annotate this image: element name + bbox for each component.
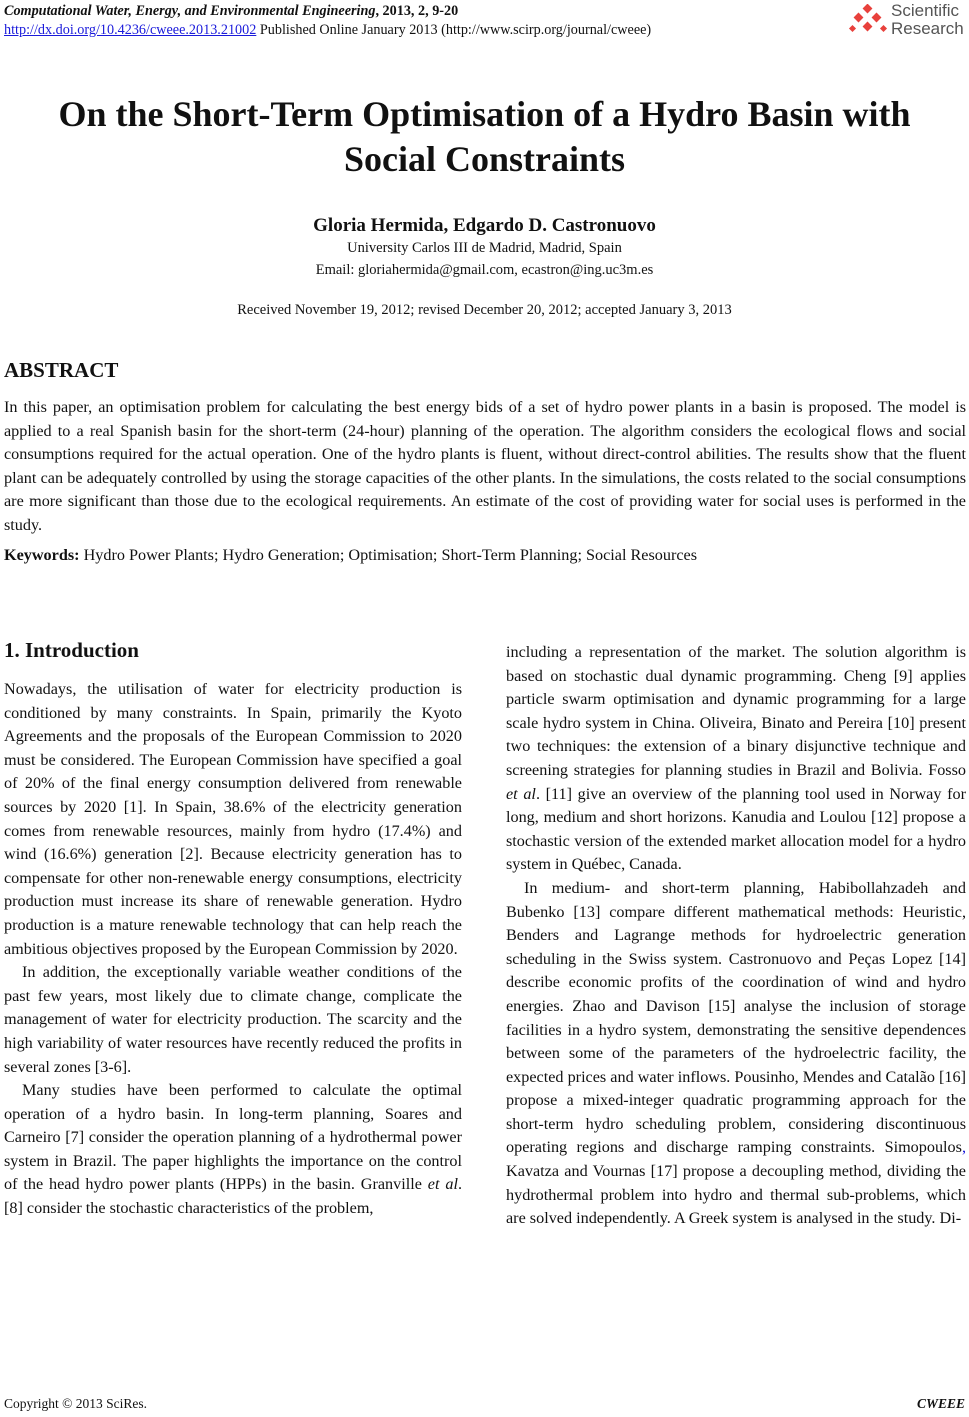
- keywords: [4, 544, 966, 567]
- copyright: Copyright © 2013 SciRes.: [4, 1396, 148, 1411]
- abstract-heading: ABSTRACT: [4, 358, 119, 382]
- paragraph-text: Many studies have been performed to calculate the optimal operation of a hydro basin. In long-term planning, Soares and Carneiro [7] consider the operation planning of a hydrothermal power system in Brazil. The paper highlights the importance on the control of the head hydro power plants (HPPs) in the basin. Granville: [4, 1081, 462, 1194]
- paragraph: [4, 1079, 462, 1221]
- paragraph: In addition, the exceptionally variable weather conditions of the past few years, most likely due to climate change, complicate the management of water for electricity production. The scarcity and the high variability of water resources have recently reduced the profits in several zones [3-6].: [4, 963, 462, 1076]
- journal-name: Computational Water, Energy, and Environmental Engineering: [4, 3, 376, 19]
- paragraph: [506, 877, 966, 1231]
- journal-header: [4, 2, 834, 40]
- journal-citation: [4, 2, 834, 21]
- left-column: [4, 678, 462, 1221]
- authors: Gloria Hermida, Edgardo D. Castronuovo: [313, 215, 656, 236]
- paragraph-text: Kavatza and Vournas [17] propose a decoupling method, dividing the hydrothermal problem into hydro and thermal sub-problems, which are solved independently. A Greek system is analysed in the study. Di-: [506, 1162, 966, 1228]
- paragraph-text: . [8] consider the stochastic characteristics of the problem,: [4, 1175, 462, 1218]
- abstract-text: In this paper, an optimisation problem for calculating the best energy bids of a set of hydro power plants in a basin is proposed. The model is applied to a real Spanish basin for the short-term (24-hour) planning of the operation. The algorithm considers the ecological flows and social consumptions required for the actual operation. One of the hydro plants is fluent, without direct-control abilities. The results show that the fluent plant can be adequately controlled by using the storage capacities of the other plants. In the simulations, the costs related to the social consumptions are more significant than those due to the ecological requirements. An estimate of the cost of providing water for social uses is performed in the study.: [4, 398, 966, 534]
- logo-line-1: Scientific: [891, 1, 960, 20]
- comma-highlight: ,: [961, 1138, 966, 1157]
- keywords-label: Keywords:: [4, 546, 80, 564]
- received-dates: Received November 19, 2012; revised December 20, 2012; accepted January 3, 2013: [237, 302, 732, 318]
- logo-text: [891, 2, 964, 38]
- paragraph-text: . [11] give an overview of the planning tool used in Norway for long, medium and short horizons. Kanudia and Loulou [12] propose a stochastic version of the extended market allocation model for a hydro system in Québec, Canada.: [506, 784, 966, 874]
- title-line-2: Social Constraints: [343, 139, 626, 179]
- et-al: et al: [506, 784, 536, 803]
- et-al: et al: [427, 1175, 458, 1194]
- section-heading-introduction: 1. Introduction: [4, 638, 139, 662]
- publisher-logo-icon: [848, 4, 888, 38]
- doi-link[interactable]: http://dx.doi.org/10.4236/cweee.2013.21002: [4, 22, 257, 38]
- paragraph: [506, 641, 966, 877]
- doi-line: [4, 21, 834, 40]
- affiliation: University Carlos III de Madrid, Madrid, Spain: [347, 240, 622, 256]
- published-online-text: Published Online January 2013 (http://www.scirp.org/journal/cweee): [256, 22, 652, 38]
- paragraph: Nowadays, the utilisation of water for electricity production is conditioned by many constraints. In Spain, primarily the Kyoto Agreements and the proposals of the European Commission to 2020 must be considered. The European Commission have specified a goal of 20% of the final energy consumption delivered from renewable sources by 2020 [1]. In Spain, 38.6% of the electricity generation comes from renewable resources, mainly from hydro (17.4%) and wind (16.6%) generation [2]. Because electricity generation has to compensate for other non-renewable energy consumptions, electricity production must increase its share of renewable generation. Hydro production is a mature renewable technology that can help reach the ambitious objectives proposed by the European Commission by 2020.: [4, 680, 462, 958]
- paragraph-text: including a representation of the market. The solution algorithm is based on stochastic dual dynamic programming. Cheng [9] applies particle swarm optimisation and dynamic programming for a large scale hydro system in China. Oliveira, Binato and Pereira [10] present two techniques: the extension of a binary disjunctive technique and screening strategies for planning studies in Brazil and Bolivia. Fosso: [506, 643, 966, 779]
- scientific-research-logo: [848, 2, 968, 42]
- paper-title: [0, 92, 969, 182]
- right-column: [506, 641, 966, 1231]
- journal-abbreviation: CWEEE: [916, 1396, 965, 1411]
- keywords-list: Hydro Power Plants; Hydro Generation; Optimisation; Short-Term Planning; Social Resources: [79, 546, 698, 564]
- journal-volume: , 2013, 2, 9-20: [375, 3, 459, 19]
- logo-line-2: Research: [891, 19, 964, 38]
- paragraph-text: In medium- and short-term planning, Habibollahzadeh and Bubenko [13] compare different mathematical methods: Heuristic, Benders and Lagrange methods for hydroelectric generation scheduling in the Swiss system. Castronuovo and Peças Lopez [14] describe economic profits of the coordination of wind and hydro energies. Zhao and Davison [15] analyse the inclusion of storage facilities in a hydro system, demonstrating the sensitive dependences between some of the parameters of the hydroelectric facility, the expected prices and water inflows. Pousinho, Mendes and Catalão [16] propose a mixed-integer quadratic programming approach for the short-term hydro scheduling problem, considering discontinuous operating regions and discharge ramping constraints. Simopoulos: [506, 878, 966, 1157]
- author-email: Email: gloriahermida@gmail.com, ecastron@ing.uc3m.es: [315, 262, 654, 278]
- title-line-1: On the Short-Term Optimisation of a Hydro Basin with: [58, 94, 911, 134]
